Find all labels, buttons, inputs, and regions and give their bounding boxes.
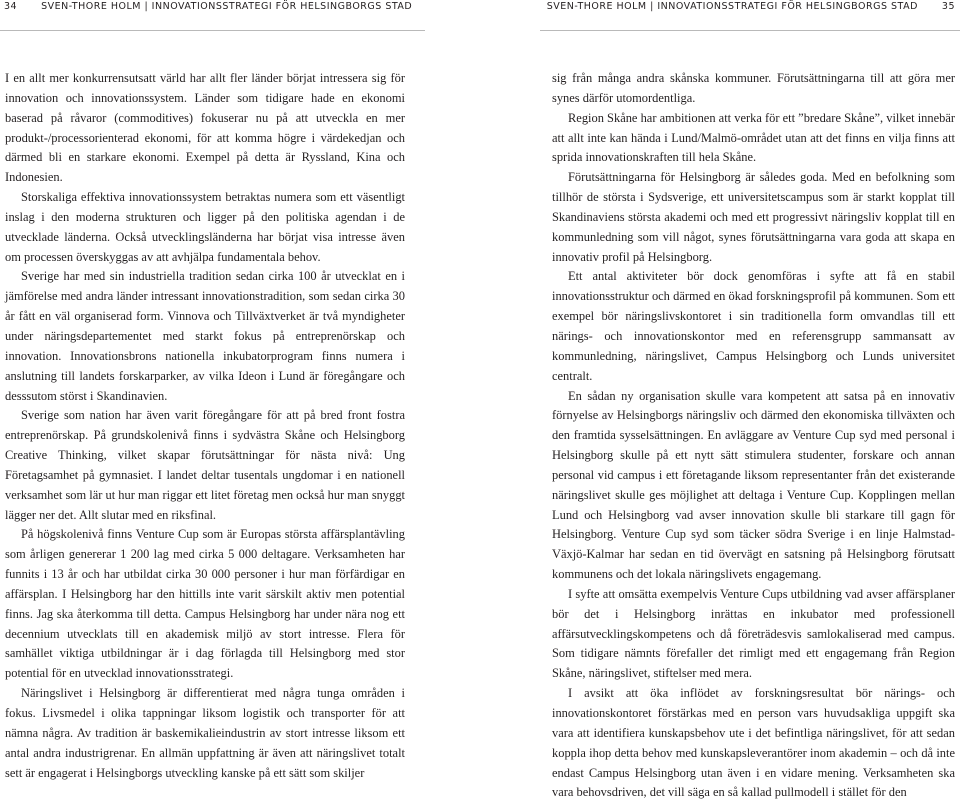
header-rule-right [540,30,960,31]
paragraph: I syfte att omsätta exempelvis Venture Cups utbildning vad avser affärsplaner bör det i Helsingborg inrättas en inkubator med professionell affärsutvecklingskompetens och då företrädesvis samlokaliserad med campus. Som tidigare nämnts förefaller det rimligt med ett engagemang från Region Skåne, näringslivet, stiftelser med mera. [552,586,955,681]
paragraph: Förutsättningarna för Helsingborg är således goda. Med en befolkning som tillhör de största i Sydsverige, ett universitetscampus som är starkt kopplat till Skandinaviens största akademi och med ett progressivt näringsliv kopplat till en kommunledning som vill något, synes förutsättningarna vara goda att skapa en innovativ profil på Helsingborg. [552,170,955,264]
running-head-left [4,0,412,14]
right-column [552,69,955,803]
paragraph: Näringslivet i Helsingborg är differentierat med några tunga områden i fokus. Livsmedel i olika tappningar liksom logistik och transporter för att nämna några. Av tradition är baskemikalieindustrin av stort intresse liksom ett antal andra industrigrenar. En allmän uppfattning är även att näringslivet totalt sett är engagerat i Helsingborgs utveckling kanske på ett sätt som skiljer [5,686,405,780]
paragraph: Sverige har med sin industriella tradition sedan cirka 100 år utvecklat en i jämförelse med andra länder intressant innovationstradition, som sedan cirka 30 år fått en väl organiserad form. Vinnova och Tillväxtverket är två myndigheter under näringsdepartementet med starkt fokus på entreprenörskap och innovation. Innovationsbrons nationella inkubatorprogram finns numera i anslutning till landets forskarparker, av vilka Ideon i Lund är föregångare och desssutom störst i Skandinavien. [5,269,405,403]
paragraph: Region Skåne har ambitionen att verka för ett ”bredare Skåne”, vilket innebär att allt inte kan hända i Lund/Malmö-området utan att det finns en vilja finns att sprida innovationskraften till hela Skåne. [552,110,955,165]
paragraph: I avsikt att öka inflödet av forskningsresultat bör närings- och innovationskontoret förstärkas med en person vars huvudsakliga uppgift ska vara att identifiera kunskapsbehov ute i det befintliga näringslivet, för att sedan koppla ihop detta behov med kunskapsleverantörer inom akademin – och då inte endast Campus Helsingborg utan även i en vidare mening. Verksamheten ska vara behovsdriven, det vill säga en så kallad pullmodell i stället för den [552,686,955,800]
paragraph: En sådan ny organisation skulle vara kompetent att satsa på en innovativ förnyelse av Helsingborgs näringsliv och därmed den ekonomiska tillväxten och den framtida sysselsättningen. En avläggare av Venture Cup syd med personal i Helsingborg skulle på ett nytt sätt stimulera studenter, forskare och annan personal vid campus i ett företagande liksom representanter från det existerande näringslivet skulle ges möjlighet att deltaga i Venture Cup. Kopplingen mellan Lund och Helsingborg vad avser innovation skulle bli starkare till gagn för Helsingborg. Venture Cup syd som täcker södra Sverige i en linje Halmstad-Växjö-Kalmar har sedan en tid övervägt en satsning på Helsingborg förutsatt kommunens och det lokala näringslivets engagemang. [552,388,955,582]
running-head-right [547,0,955,14]
left-page-number: 34 [4,1,18,12]
paragraph: Storskaliga effektiva innovationssystem betraktas numera som ett väsentligt inslag i den moderna strukturen och ligger på den politiska agendan i de utvecklade länderna. Också utvecklingsländerna har börjat visa intresse även om processen överskyggas av att avhjälpa fundamentala behov. [5,190,405,264]
left-column [5,69,405,783]
left-running-title: SVEN-THORE HOLM | INNOVATIONSSTRATEGI FÖR HELSINGBORGS STAD [41,1,413,12]
paragraph: Ett antal aktiviteter bör dock genomföras i syfte att få en stabil innovationsstruktur och därmed en ökad forskningsprofil på kommunen. Som ett exempel bör näringslivskontoret i sin traditionella form omvandlas till ett närings- och innovationskontor med en referensgrupp sammansatt av kommunledning, näringslivet, Campus Helsingborg och Lunds universitet centralt. [552,269,955,383]
paragraph: I en allt mer konkurrensutsatt värld har allt fler länder börjat intressera sig för innovation och innovationssystem. Länder som tidigare hade en ekonomi baserad på råvaror (commoditives) fokuserar nu på att utveckla en mer produkt-/processorienterad ekonomi, för att komma högre i värdekedjan och därmed bli en starkare ekonomi. Exempel på detta är Ryssland, Kina och Indonesien. [5,71,405,185]
header-rule-left [0,30,425,31]
paragraph: Sverige som nation har även varit föregångare för att på bred front fostra entreprenörskap. På grundskolenivå finns i sydvästra Skåne och Helsingborg Creative Thinking, vilket skapar förutsättningar för nästa nivå: Ung Företagsamhet på gymnasiet. I landet deltar tusentals ungdomar i en nationell verksamhet som lär ut hur man riggar ett litet företag men också hur man snyggt lägger ner det. Allt slutar med en riksfinal. [5,408,405,522]
right-running-title: SVEN-THORE HOLM | INNOVATIONSSTRATEGI FÖR HELSINGBORGS STAD [546,1,918,12]
paragraph: På högskolenivå finns Venture Cup som är Europas största affärsplantävling som årligen genererar 1 200 lag med cirka 5 000 deltagare. Verksamheten har funnits i 13 år och har utbildat cirka 30 000 personer i hur man förfärdigar en affärsplan. I Helsingborg har den hittills inte varit särskilt aktiv men potential finns. Jag ska återkomma till detta. Campus Helsingborg har under nära nog ett decennium utvecklats till en akademisk miljö av stort intresse. Flera för samhället viktiga utbildningar är i dag förlagda till Helsingborg med stor potential för en utvecklad innovationsstrategi. [5,527,405,681]
right-page-number: 35 [941,1,955,12]
paragraph: sig från många andra skånska kommuner. Förutsättningarna till att göra mer synes därför utomordentliga. [552,71,955,105]
